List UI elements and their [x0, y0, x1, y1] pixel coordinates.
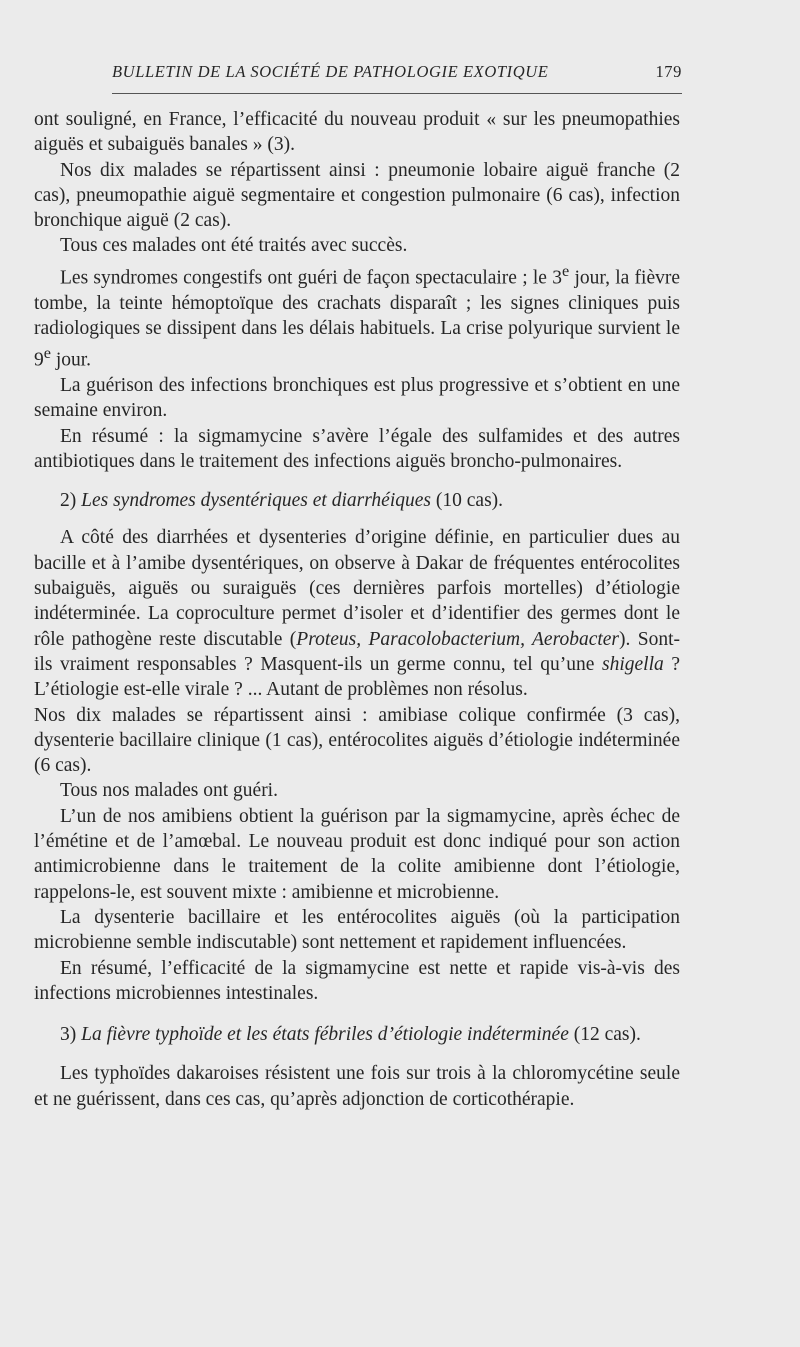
paragraph [34, 525, 680, 702]
running-header [112, 62, 682, 82]
text-run: (12 cas). [568, 1024, 641, 1046]
italic-text: La fièvre typhoïde et les états fébriles d’étiologie indéterminée [81, 1024, 569, 1046]
paragraph [34, 1061, 680, 1112]
text-run: ? L’étiologie est-elle virale ? ... Autant de problèmes non résolus. [34, 653, 680, 701]
text-run: 3) [60, 1024, 82, 1046]
text-run: (10 cas). [431, 490, 504, 512]
paragraph [34, 259, 680, 373]
text-run: En résumé, l’efficacité de la sigmamycine est nette et rapide vis-à-vis des infections microbiennes intestinales. [34, 957, 680, 1004]
text-run: Tous nos malades ont guéri. [60, 780, 278, 802]
paragraph [34, 424, 680, 475]
italic-text: Les syndromes dysentériques et diarrhéiques [81, 490, 432, 512]
section-heading [34, 1022, 680, 1047]
superscript: e [561, 261, 570, 280]
superscript: e [43, 344, 51, 363]
header-rule [112, 93, 682, 94]
text-run: La dysenterie bacillaire et les entérocolites aiguës (où la participation microbienne semble indiscutable) sont nettement et rapidement influencées. [34, 906, 680, 954]
text-run: jour. [50, 349, 92, 371]
paragraph [34, 778, 680, 803]
body-text [34, 107, 680, 1112]
section-heading [34, 488, 680, 513]
italic-text: Proteus, Paracolobacterium, Aerobacter [296, 628, 620, 650]
paragraph [34, 233, 680, 258]
italic-text: shigella [602, 653, 664, 675]
paragraph [34, 804, 680, 905]
text-run: En résumé : la sigmamycine s’avère l’égale des sulfamides et des autres antibiotiques dans le traitement des infections aiguës broncho-pulmonaires. [34, 425, 680, 472]
text-run: ont souligné, en France, l’efficacité du nouveau produit « sur les pneumopathies aiguës et subaiguës banales » (3). [34, 109, 680, 156]
paragraph [34, 373, 680, 424]
text-run: L’un de nos amibiens obtient la guérison par la sigmamycine, après échec de l’émétine et de l’amœbal. Le nouveau produit est donc indiqué pour son action antimicrobienne dans le traitement de la colite amibienne dont l’étiologie, rappelons-le, est souvent mixte : amibienne et microbienne. [34, 805, 680, 903]
text-run: A côté des diarrhées et dysenteries d’origine définie, en particulier dues au bacille et à l’amibe dysentériques, on observe à Dakar de fréquentes entérocolites subaiguës, aiguës ou suraiguës (ces dernières parfois mortelles) d’étiologie indéterminée. La coproculture permet d’isoler et d’identifier des germes dont le rôle pathogène reste discutable ( [34, 527, 680, 650]
paragraph [34, 905, 680, 956]
text-run: Nos dix malades se répartissent ainsi : pneumonie lobaire aiguë franche (2 cas), pneumopathie aiguë segmentaire et congestion pulmonaire (6 cas), infection bronchique aiguë (2 cas). [34, 159, 680, 232]
text-run: 2) [60, 490, 82, 512]
running-title: BULLETIN DE LA SOCIÉTÉ DE PATHOLOGIE EXOTIQUE [112, 62, 549, 81]
text-run: Tous ces malades ont été traités avec succès. [60, 235, 408, 257]
paragraph [34, 703, 680, 779]
paragraph [34, 956, 680, 1007]
paragraph [34, 158, 680, 234]
text-run: Les syndromes congestifs ont guéri de façon spectaculaire ; le 3 [60, 267, 562, 289]
text-run: ). Sont-ils vraiment responsables ? Masquent-ils un germe connu, tel qu’une [34, 628, 681, 675]
page-number: 179 [655, 62, 682, 81]
text-run: La guérison des infections bronchiques est plus progressive et s’obtient en une semaine environ. [34, 374, 680, 422]
text-run: Nos dix malades se répartissent ainsi : amibiase colique confirmée (3 cas), dysenterie bacillaire clinique (1 cas), entérocolites aiguës d’étiologie indéterminée (6 cas). [34, 704, 680, 777]
text-run: jour, la fièvre tombe, la teinte hémoptoïque des crachats disparaît ; les signes cliniques puis radiologiques se dissipent dans les délais habituels. La crise polyurique survient le 9 [34, 267, 680, 371]
text-run: Les typhoïdes dakaroises résistent une fois sur trois à la chloromycétine seule et ne guérissent, dans ces cas, qu’après adjonction de corticothérapie. [34, 1063, 680, 1110]
paragraph [34, 107, 680, 158]
